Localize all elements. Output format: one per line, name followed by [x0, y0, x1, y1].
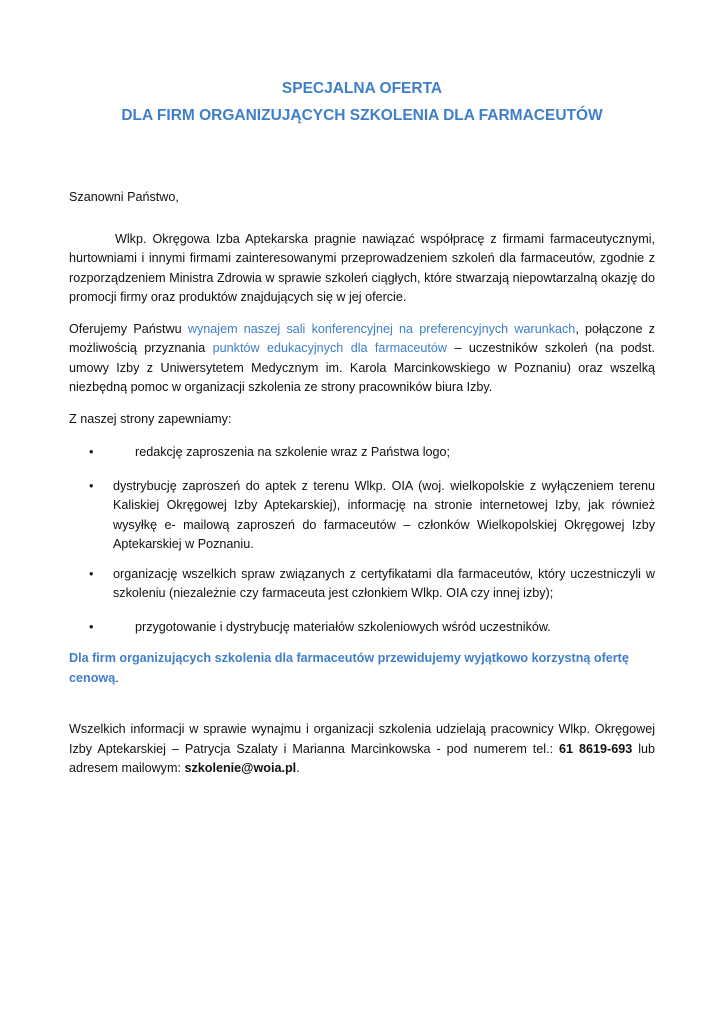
provide-heading: Z naszej strony zapewniamy:: [69, 411, 232, 426]
list-item-text: przygotowanie i dystrybucję materiałów szkoleniowych wśród uczestników.: [135, 619, 551, 634]
offer-text-2: , połączone z możliwością przyznania: [69, 321, 655, 355]
document-page: [69, 0, 655, 779]
greeting: Szanowni Państwo,: [69, 190, 179, 204]
offer-text-1: Oferujemy Państwu: [69, 321, 188, 336]
provide-list: [69, 443, 655, 637]
intro-paragraph: Wlkp. Okręgowa Izba Aptekarska pragnie nawiązać współpracę z firmami farmaceutycznymi, hurtowniami i innymi firmami zainteresowanymi przeprowadzeniem szkoleń dla farmaceutów, zgodnie z rozporządzeniem Ministra Zdrowia w sprawie szkoleń ciągłych, które stwarzają niepowtarzalną okazję do promocji firmy oraz produktów znajdujących się w jej ofercie.: [69, 231, 655, 304]
title-line-1: SPECJALNA OFERTA: [281, 80, 443, 97]
list-item-text: dystrybucję zaproszeń do aptek z terenu Wlkp. OIA (woj. wielkopolskie z wyłączeniem terenu Kaliskiej Okręgowej Izby Aptekarskiej), informację na stronie internetowej Izby, jak również wysyłkę e- mailową zaproszeń do farmaceutów – członków Wielkopolskiej Okręgowej Izby Aptekarskiej w Poznaniu.: [113, 478, 655, 551]
contact-text: Wszelkich informacji w sprawie wynajmu i organizacji szkolenia udzielają pracownicy Wlkp. Okręgowej Izby Aptekarskiej – Patrycja Szalaty i Marianna Marcinkowska - pod numerem tel.:: [69, 722, 655, 756]
contact-mid: lub adresem mailowym:: [69, 741, 655, 775]
list-item-text: organizację wszelkich spraw związanych z certyfikatami dla farmaceutów, który uczestniczyli w szkoleniu (niezależnie czy farmaceuta jest członkiem Wlkp. OIA czy innej izby);: [113, 566, 655, 600]
list-item: [69, 477, 655, 555]
list-item: [69, 443, 655, 463]
list-item: [69, 565, 655, 604]
list-item-text: redakcję zaproszenia na szkolenie wraz z Państwa logo;: [135, 445, 451, 459]
price-highlight: [69, 649, 655, 688]
bullet-icon: •: [89, 619, 94, 634]
bullet-icon: •: [89, 445, 94, 459]
contact-end: .: [296, 761, 300, 775]
contact-email: szkolenie@woia.pl: [184, 761, 297, 775]
contact-phone: 61 8619-693: [559, 741, 633, 756]
offer-text-3: – uczestników szkoleń (na podst. umowy Izby z Uniwersytetem Medycznym im. Karola Marcinkowskiego w Poznaniu) oraz wszelką niezbędną pomoc w organizacji szkolenia ze strony pracowników biura Izby.: [69, 341, 655, 394]
bullet-icon: •: [89, 566, 94, 581]
list-item: [69, 618, 655, 638]
bullet-icon: •: [89, 478, 94, 493]
contact-paragraph: [69, 720, 655, 779]
price-highlight-text: Dla firm organizujących szkolenia dla farmaceutów przewidujemy wyjątkowo korzystną ofertę cenową: [69, 651, 629, 685]
offer-highlight-rental: wynajem naszej sali konferencyjnej na preferencyjnych warunkach: [187, 321, 576, 336]
price-highlight-end: .: [115, 670, 119, 685]
offer-highlight-points: punktów edukacyjnych dla farmaceutów: [212, 341, 448, 355]
title-line-2: DLA FIRM ORGANIZUJĄCYCH SZKOLENIA DLA FARMACEUTÓW: [121, 107, 603, 124]
offer-paragraph: [69, 320, 655, 398]
